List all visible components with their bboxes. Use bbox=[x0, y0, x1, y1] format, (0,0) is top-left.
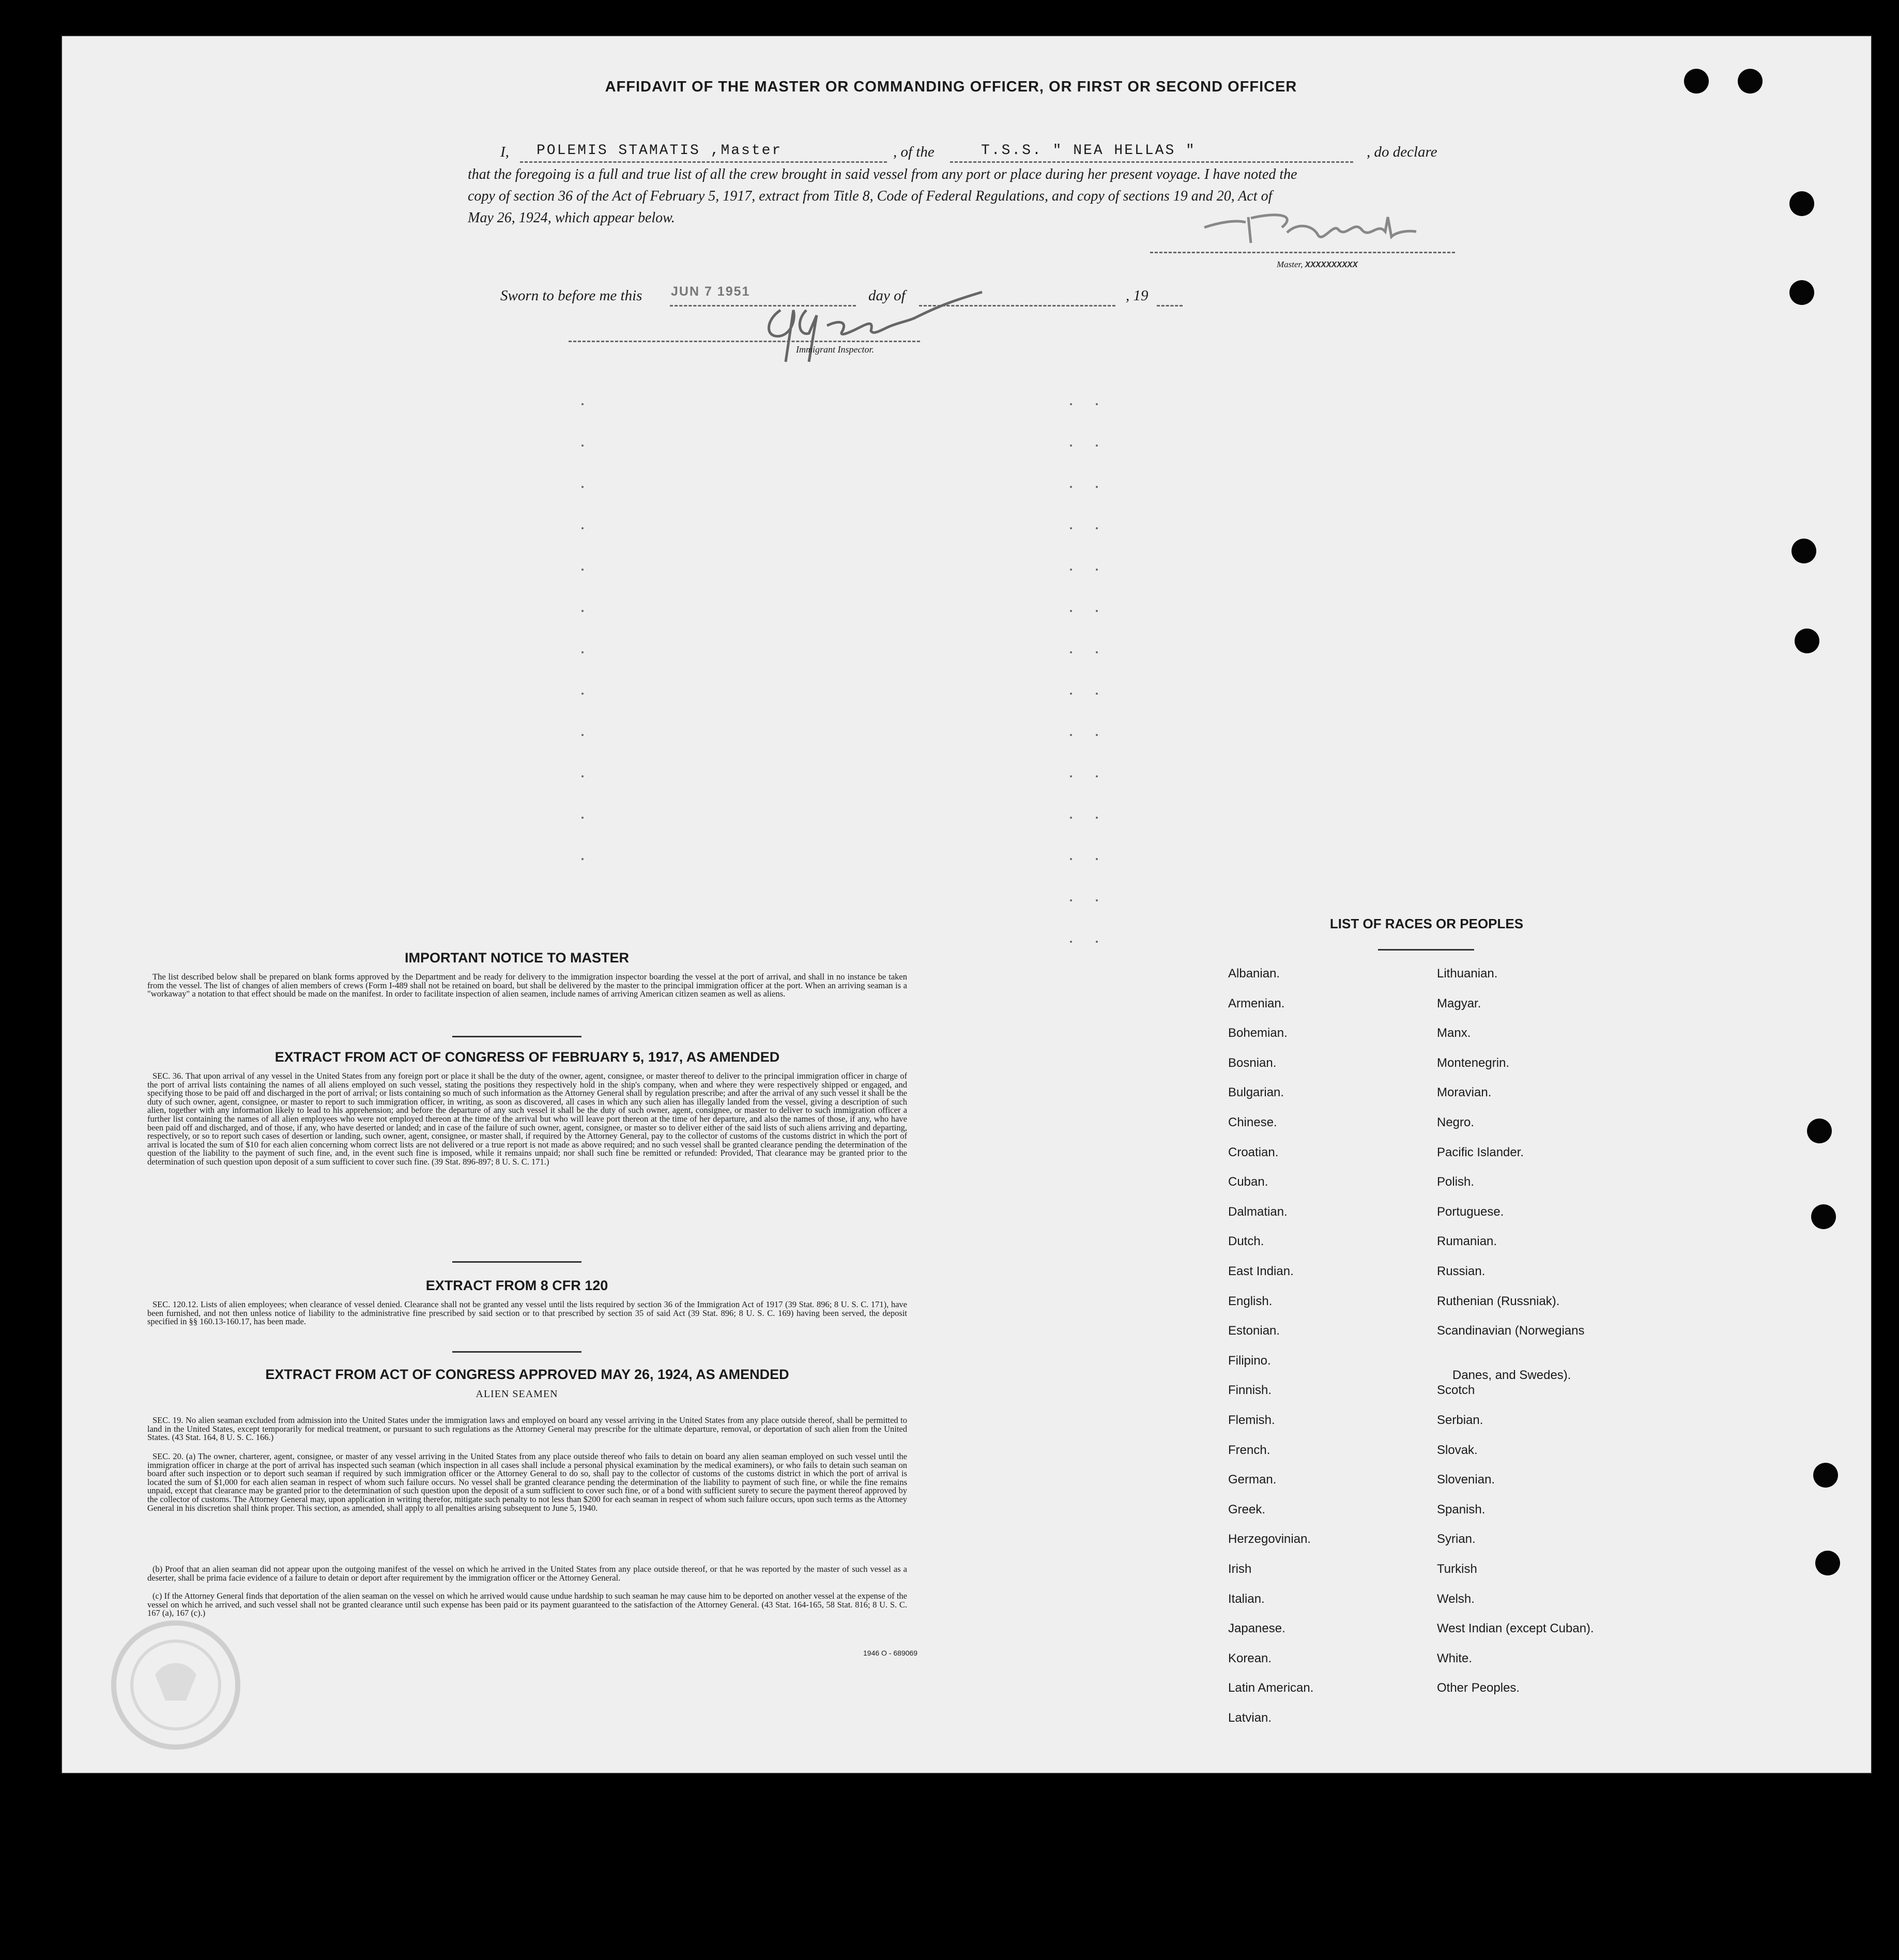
inspector-label: Immigrant Inspector. bbox=[796, 344, 874, 355]
punch-hole bbox=[1789, 191, 1814, 216]
race-item: Ruthenian (Russniak). bbox=[1437, 1294, 1560, 1308]
race-item: Chinese. bbox=[1228, 1115, 1277, 1129]
race-item: Finnish. bbox=[1228, 1383, 1272, 1398]
race-item: Greek. bbox=[1228, 1502, 1266, 1517]
of-the-label: , of the bbox=[893, 144, 935, 160]
affidavit-title: AFFIDAVIT OF THE MASTER OR COMMANDING OFFICER, OR FIRST OR SECOND OFFICER bbox=[605, 79, 1297, 95]
race-item: Serbian. bbox=[1437, 1413, 1483, 1427]
extract-1917-heading: EXTRACT FROM ACT OF CONGRESS OF FEBRUARY 5, 1917, AS AMENDED bbox=[274, 1049, 780, 1065]
punch-hole bbox=[1795, 629, 1819, 653]
race-item: Russian. bbox=[1437, 1264, 1485, 1278]
race-item: Manx. bbox=[1437, 1026, 1471, 1040]
print-code: 1946 O - 689069 bbox=[863, 1649, 918, 1657]
race-item: Negro. bbox=[1437, 1115, 1475, 1129]
extract-1917-text: SEC. 36. That upon arrival of any vessel in the United States from any foreign port or place it shall be the duty of the owner, agent, consignee, or master thereof to deliver to the principal immigration officer in charge of the port of arrival lists containing the names of all aliens employed on such vessel, stating the positions they respectively hold in the ship's company, when and where they were respectively shipped or engaged, and specifying those to be paid off and discharged in the port of arrival; or lists containing so much of such information as the Attorney General shall by regulation prescribe; and after the arrival of any such vessel it shall be the duty of such owner, agent, consignee, or master to report to such immigration officer, in writing, as soon as discovered, all cases in which any such alien has illegally landed from the vessel, giving a description of such alien, together with any information likely to lead to his apprehension; and before the departure of any such vessel it shall be the duty of such owner, agent, consignee, or master to deliver to such immigration officer a further list containing the names of all alien employees who were not employed thereon at the time of the arrival but who will leave port thereon at the time of her departure, and also the names of those, if any, who have been paid off and discharged, and of those, if any, who have deserted or landed; and in case of the failure of such owner, agent, consignee, or master so to deliver either of the said lists of such aliens arriving and departing, respectively, or so to report such cases of desertion or landing, such owner, agent, consignee, or master shall, if required by the Attorney General, pay to the collector of customs of the customs district in which the port of arrival is located the sum of $10 for each alien concerning whom correct lists are not delivered or a true report is not made as above required; and no such vessel shall be granted clearance pending the determination of the question of the liability to the payment of such fine, and, in the event such fine is imposed, while it remains unpaid; nor shall such fine be remitted or refunded: Provided, That clearance may be granted prior to the determination of such question upon deposit of a sum sufficient to cover such fine. (39 Stat. 896-897; 8 U. S. C. 171.) bbox=[147, 1071, 907, 1167]
race-item: Filipino. bbox=[1228, 1353, 1271, 1368]
declaration-body-line: that the foregoing is a full and true list of all the crew brought in said vessel from any port or place during her present voyage. I have noted the bbox=[468, 166, 1297, 182]
divider bbox=[452, 1351, 581, 1353]
race-item: Montenegrin. bbox=[1437, 1055, 1510, 1070]
punch-hole bbox=[1815, 1551, 1840, 1575]
race-item: Bosnian. bbox=[1228, 1055, 1277, 1070]
extract-1924-sec20b: (b) Proof that an alien seaman did not appear upon the outgoing manifest of the vessel on which he arrived in the United States from any place outside thereof, or that he was reported by the master of such vessel as a deserter, shall be prima facie evidence of a failure to detain or deport after requirement by the immigration officer or the Attorney General. bbox=[147, 1564, 907, 1583]
extract-1924-sec19: SEC. 19. No alien seaman excluded from admission into the United States under the immigration laws and employed on board any vessel arriving in the United States from any place outside thereof, shall be permitted to land in the United States, except temporarily for medical treatment, or pursuant to such regulations as the Attorney General may prescribe for the ultimate departure, removal, or deportation of such alien from the United States. (43 Stat. 164, 8 U. S. C. 166.) bbox=[147, 1415, 907, 1443]
race-item: Korean. bbox=[1228, 1651, 1272, 1665]
race-item: Turkish bbox=[1437, 1562, 1477, 1576]
race-item: Cuban. bbox=[1228, 1175, 1268, 1189]
master-struck: XXXXXXXXXX bbox=[1305, 261, 1358, 270]
race-item: Armenian. bbox=[1228, 996, 1285, 1010]
race-item: Dutch. bbox=[1228, 1234, 1264, 1249]
race-item: Italian. bbox=[1228, 1591, 1265, 1606]
day-of-label: day of bbox=[868, 287, 906, 304]
race-item: Flemish. bbox=[1228, 1413, 1275, 1427]
year-blank bbox=[1157, 287, 1183, 307]
punch-hole bbox=[1791, 539, 1816, 563]
race-item: Moravian. bbox=[1437, 1085, 1492, 1100]
i-prefix: I, bbox=[500, 144, 509, 160]
extract-cfr-text: SEC. 120.12. Lists of alien employees; when clearance of vessel denied. Clearance shall not be granted any vessel until the lists required by section 36 of the Immigration Act of 1917 (39 Stat. 896; 8 U. S. C. 171), have been furnished, and not then unless notice of liability to the administrative fine prescribed by said section or to that prescribed by section 35 of said Act (39 Stat. 896; 8 U. S. C. 169) having been served, the deposit specified in §§ 160.13-160.17, has been made. bbox=[147, 1299, 907, 1327]
punch-hole bbox=[1807, 1119, 1832, 1143]
race-item: Other Peoples. bbox=[1437, 1681, 1520, 1695]
punch-hole bbox=[1684, 69, 1709, 94]
race-item: Slovak. bbox=[1437, 1443, 1478, 1457]
race-item: Syrian. bbox=[1437, 1532, 1476, 1546]
divider bbox=[1378, 949, 1474, 951]
race-item: Rumanian. bbox=[1437, 1234, 1497, 1249]
extract-1924-sec20c: (c) If the Attorney General finds that deportation of the alien seaman on the vessel on which he arrived would cause undue hardship to such seaman he may cause him to be deported on another vessel at the expense of the vessel on which he arrived, and such vessel shall not be granted clearance until such expense has been paid or its payment guaranteed to the satisfaction of the Attorney General. (43 Stat. 164-165, 58 Stat. 816; 8 U. S. C. 167 (a), 167 (c).) bbox=[147, 1591, 907, 1618]
race-item: West Indian (except Cuban). bbox=[1437, 1621, 1594, 1636]
race-item: Slovenian. bbox=[1437, 1473, 1495, 1487]
master-signature bbox=[1199, 207, 1447, 253]
notice-text: The list described below shall be prepared on blank forms approved by the Department and be ready for delivery to the immigration inspector boarding the vessel at the port of arrival, and shall in no instance be taken from the vessel. The list of changes of alien members of crews (Form I-489 shall not be retained on board, but shall be delivered by the master to the principal immigration officer at the port. When an arriving seaman is a "workaway" a notation to that effect should be made on the manifest. In order to facilitate inspection of alien seamen, include names of arriving American citizen seamen as well as aliens. bbox=[147, 972, 907, 999]
extract-cfr-heading: EXTRACT FROM 8 CFR 120 bbox=[425, 1278, 608, 1293]
master-label: Master, bbox=[1277, 259, 1303, 269]
sworn-label: Sworn to before me this bbox=[500, 287, 642, 304]
race-item: Bulgarian. bbox=[1228, 1085, 1284, 1100]
extract-1924-heading: EXTRACT FROM ACT OF CONGRESS APPROVED MAY 26, 1924, AS AMENDED bbox=[265, 1367, 789, 1382]
master-signature-line bbox=[1150, 250, 1455, 253]
declaration-body-line: copy of section 36 of the Act of February 5, 1917, extract from Title 8, Code of Federal Regulations, and copy of sections 19 and 20, Act of bbox=[468, 188, 1273, 204]
race-item: Magyar. bbox=[1437, 996, 1481, 1010]
race-item: Irish bbox=[1228, 1562, 1252, 1576]
alien-seamen-subheading: ALIEN SEAMEN bbox=[476, 1388, 558, 1400]
extract-1924-sec20a: SEC. 20. (a) The owner, charterer, agent, consignee, or master of any vessel arriving in the United States from any place outside thereof who fails to detain on board any alien seaman employed on such vessel until the immigration officer in charge at the port of arrival has inspected such seaman (which inspection in all cases shall include a personal physical examination by the medical examiners), or who fails to detain such seaman on board after such inspection or to deport such seaman if required by such immigration officer or the Attorney General to do so, shall pay to the collector of customs of the customs district in which the port of arrival is located the sum of $1,000 for each alien seaman in respect of whom such failure occurs. No vessel shall be granted clearance pending the determination of the liability to payment of such fine, or while the fine remains unpaid, except that clearance may be granted prior to the determination of such question upon the deposit of a sum sufficient to cover such fine, or of a bond with sufficient surety to secure the payment thereof approved by the collector of customs. The Attorney General may, upon application in writing therefor, mitigate such penalty to not less than $200 for each seaman in respect of whom such failure occurs, upon such terms as the Attorney General in his discretion shall think proper. This section, as amended, shall apply to all penalties arising subsequent to June 5, 1940. bbox=[147, 1451, 907, 1513]
year-prefix: , 19 bbox=[1126, 287, 1148, 304]
race-item: English. bbox=[1228, 1294, 1273, 1308]
race-item: Scandinavian (Norwegians bbox=[1437, 1324, 1585, 1338]
race-item: Danes, and Swedes). bbox=[1452, 1368, 1571, 1382]
punch-hole bbox=[1738, 69, 1763, 94]
race-item: French. bbox=[1228, 1443, 1270, 1457]
race-item: Croatian. bbox=[1228, 1145, 1279, 1159]
races-heading: LIST OF RACES OR PEOPLES bbox=[1329, 916, 1524, 931]
race-item: East Indian. bbox=[1228, 1264, 1294, 1278]
declaration-line bbox=[500, 144, 1457, 164]
race-item: German. bbox=[1228, 1473, 1277, 1487]
race-item: Albanian. bbox=[1228, 967, 1280, 981]
master-caption bbox=[1277, 259, 1358, 270]
embossed-seal bbox=[78, 1613, 264, 1768]
punch-hole bbox=[1813, 1463, 1838, 1488]
race-item: Welsh. bbox=[1437, 1591, 1475, 1606]
punch-hole bbox=[1811, 1204, 1836, 1229]
do-declare-label: , do declare bbox=[1367, 144, 1437, 160]
divider bbox=[452, 1036, 581, 1037]
race-item: Estonian. bbox=[1228, 1324, 1280, 1338]
notice-heading: IMPORTANT NOTICE TO MASTER bbox=[405, 950, 629, 966]
race-item: Japanese. bbox=[1228, 1621, 1285, 1636]
race-item: Latvian. bbox=[1228, 1711, 1272, 1725]
race-item: Herzegovinian. bbox=[1228, 1532, 1311, 1546]
punch-hole bbox=[1789, 280, 1814, 305]
race-item: Polish. bbox=[1437, 1175, 1475, 1189]
race-item: Latin American. bbox=[1228, 1681, 1314, 1695]
inspector-signature bbox=[744, 289, 982, 367]
race-item: Bohemian. bbox=[1228, 1026, 1288, 1040]
race-item: Lithuanian. bbox=[1437, 967, 1498, 981]
vessel-name: T.S.S. " NEA HELLAS " bbox=[981, 143, 1196, 159]
race-item: Portuguese. bbox=[1437, 1204, 1504, 1219]
race-item: Scotch bbox=[1437, 1383, 1475, 1398]
declaration-body-line: May 26, 1924, which appear below. bbox=[468, 210, 675, 226]
race-item: Spanish. bbox=[1437, 1502, 1485, 1517]
divider bbox=[452, 1261, 581, 1263]
inspector-signature-line bbox=[569, 339, 920, 342]
master-name: POLEMIS STAMATIS ,Master bbox=[537, 143, 783, 159]
race-item: White. bbox=[1437, 1651, 1473, 1665]
sworn-date-stamp: JUN 7 1951 bbox=[671, 284, 751, 299]
race-item: Dalmatian. bbox=[1228, 1204, 1288, 1219]
race-item: Pacific Islander. bbox=[1437, 1145, 1524, 1159]
